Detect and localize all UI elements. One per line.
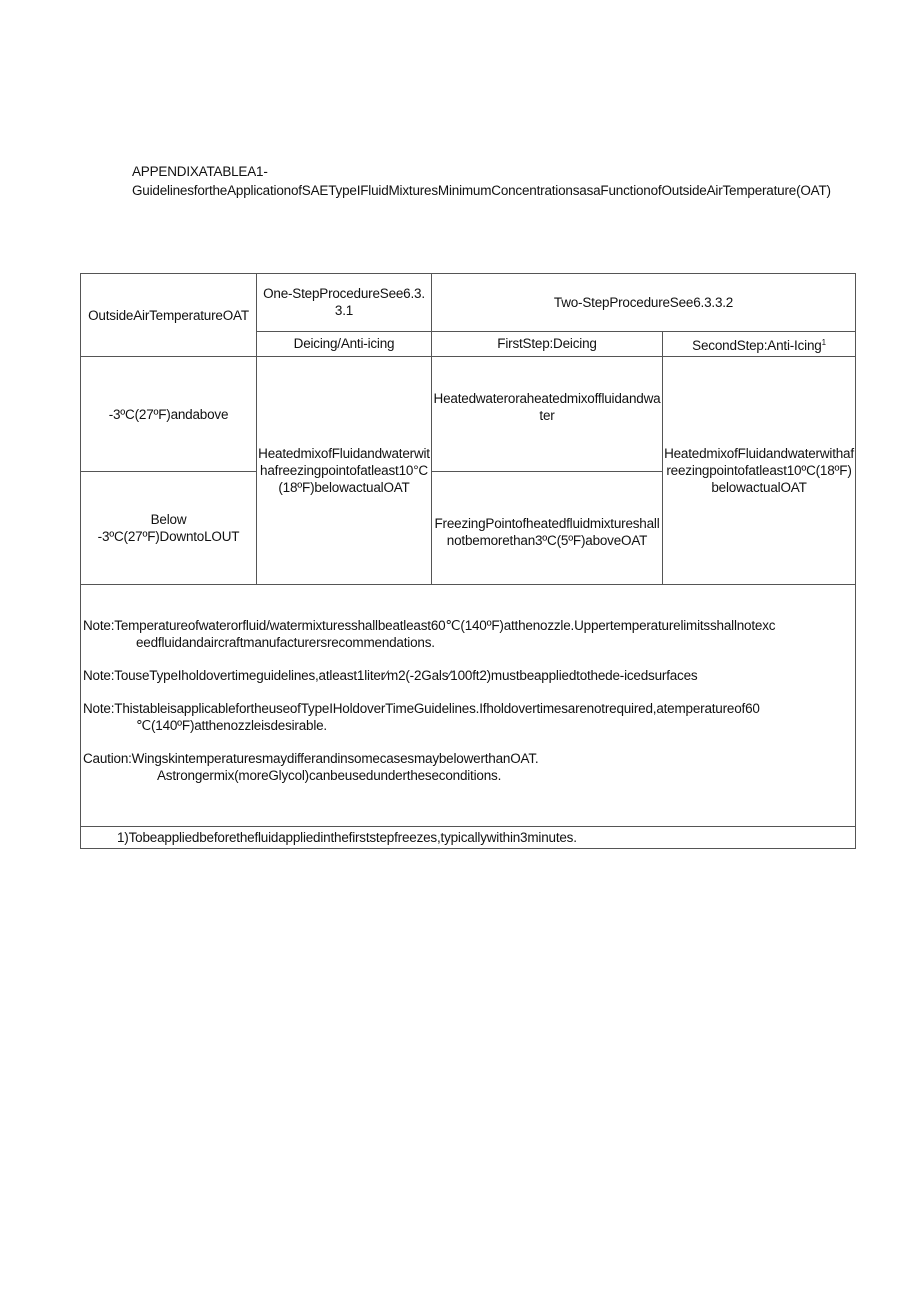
header-two-step: Two-StepProcedureSee6.3.3.2 bbox=[432, 274, 856, 332]
oat-row-1: -3ºC(27ºF)andabove bbox=[81, 357, 257, 472]
notes-cell bbox=[81, 585, 856, 827]
caution-note: Caution:WingskintemperaturesmaydifferandinsomecasesmaybelowerthanOAT. Astrongermix(moreGlycol)canbeusedundertheseconditions. bbox=[83, 751, 539, 783]
first-step-row-2: FreezingPointofheatedfluidmixtureshallnotbemorethan3ºC(5ºF)aboveOAT bbox=[432, 472, 663, 585]
header-second-step: SecondStep:Anti-Icing$^1$ bbox=[663, 331, 856, 356]
oat-row-2: Below -3ºC(27ºF)DowntoLOUT bbox=[81, 472, 257, 585]
footnote-ref: 1 bbox=[821, 337, 826, 347]
note-3: Note:ThistableisapplicablefortheuseofTypeIHoldoverTimeGuidelines.Ifholdovertimesarenotrequired,atemperatureof60 ℃(140ºF)atthenozzleisdesirable. bbox=[83, 701, 760, 733]
first-step-row-1: Heatedwateroraheatedmixoffluidandwater bbox=[432, 357, 663, 472]
header-one-step: One-StepProcedureSee6.3.3.1 bbox=[257, 274, 432, 332]
one-step-cell: HeatedmixofFluidandwaterwithafreezingpointofatleast10°C(18ºF)belowactualOAT bbox=[257, 357, 432, 585]
notes-row bbox=[81, 585, 856, 827]
second-step-cell: HeatedmixofFluidandwaterwithafreezingpointofatleast10ºC(18ºF)belowactualOAT bbox=[663, 357, 856, 585]
header-row-1 bbox=[81, 274, 856, 332]
note-2: Note:TouseTypeIholdovertimeguidelines,atleast1liter⁄m2(-2Gals⁄100ft2)mustbeappliedtothede-icedsurfaces bbox=[83, 668, 698, 683]
guidelines-table bbox=[80, 273, 856, 849]
table-row bbox=[81, 357, 856, 472]
header-deicing-anti-icing: Deicing/Anti-icing bbox=[257, 331, 432, 356]
header-first-step: FirstStep:Deicing bbox=[432, 331, 663, 356]
footnote-row bbox=[81, 827, 856, 849]
footnote-cell: 1)Tobeappliedbeforethefluidappliedinthefirststepfreezes,typicallywithin3minutes. bbox=[81, 827, 856, 849]
note-1: Note:Temperatureofwaterorfluid/watermixturesshallbeatleast60℃(140ºF)atthenozzle.Uppertemperaturelimitsshallnotexc eedfluidandaircraftmanufacturersrecommendations. bbox=[83, 618, 776, 650]
table-caption bbox=[132, 162, 857, 200]
header-oat: OutsideAirTemperatureOAT bbox=[81, 274, 257, 357]
caption-line-1: APPENDIXATABLEA1- bbox=[132, 164, 268, 179]
caption-line-2: GuidelinesfortheApplicationofSAETypeIFluidMixturesMinimumConcentrationsasaFunctionofOutsideAirTemperature(OAT) bbox=[132, 183, 831, 198]
